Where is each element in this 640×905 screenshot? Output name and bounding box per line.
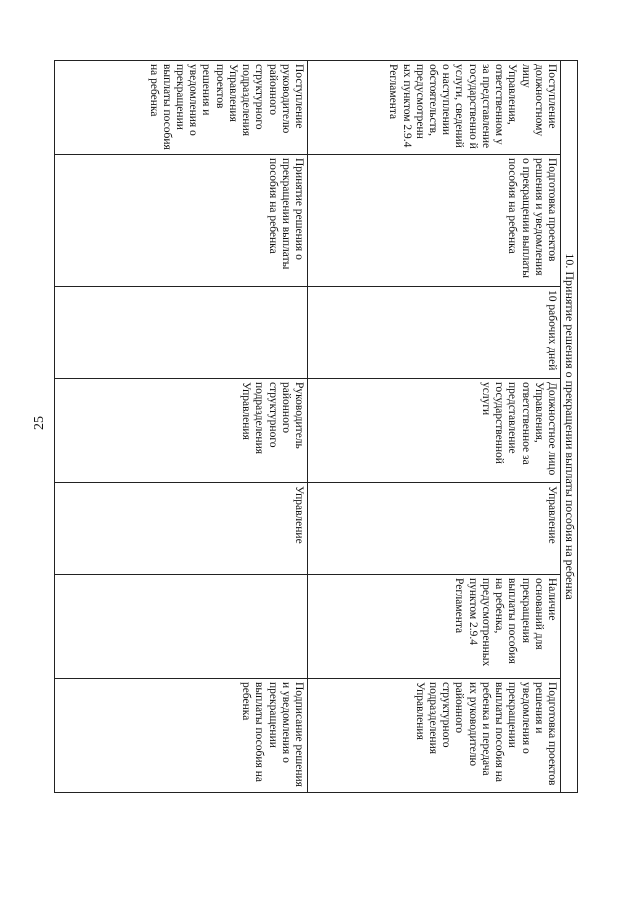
table-row — [55, 61, 308, 793]
cell-criteria: Наличие оснований для прекращения выплаты пособия на ребенка, предусмотренных пунктом 2.9.4 Регламента — [308, 575, 561, 679]
cell-action: Подготовка проектов решения и уведомления о прекращении выплаты пособия на ребенка — [308, 155, 561, 287]
cell-responsible: Должностное лицо Управления, ответственное за представление государственной услуги — [308, 379, 561, 483]
page-number: 25 — [32, 416, 47, 430]
cell-trigger: Поступление должностному лицу Управления, ответственном у за представление государственно й услуги, сведений о наступлении обстоятельств, предусмотренн ых пунктом 2.9.4 Регламента — [308, 61, 561, 155]
table-row — [308, 61, 561, 793]
cell-trigger: Поступление руководителю районного структурного подразделения Управления проектов решения и уведомления о прекращении выплаты пособия на ребенка — [55, 61, 308, 155]
procedure-table-wrap — [60, 60, 578, 792]
cell-place: Управление — [308, 483, 561, 575]
procedure-table — [54, 60, 578, 793]
cell-action: Принятие решения о прекращении выплаты пособия на ребенка — [55, 155, 308, 287]
section-title: 10. Принятие решения о прекращении выплаты пособия на ребенка — [561, 61, 578, 793]
cell-result: Подписание решения и уведомления о прекращении выплаты пособия на ребенка — [55, 679, 308, 793]
cell-duration — [55, 287, 308, 379]
cell-responsible: Руководитель районного структурного подразделения Управления — [55, 379, 308, 483]
cell-place: Управление — [55, 483, 308, 575]
cell-duration: 10 рабочих дней — [308, 287, 561, 379]
cell-result: Подготовка проектов решения и уведомления о прекращении выплаты пособия на ребенка и передача их руководителю районного структурного подразделения Управления — [308, 679, 561, 793]
cell-criteria — [55, 575, 308, 679]
